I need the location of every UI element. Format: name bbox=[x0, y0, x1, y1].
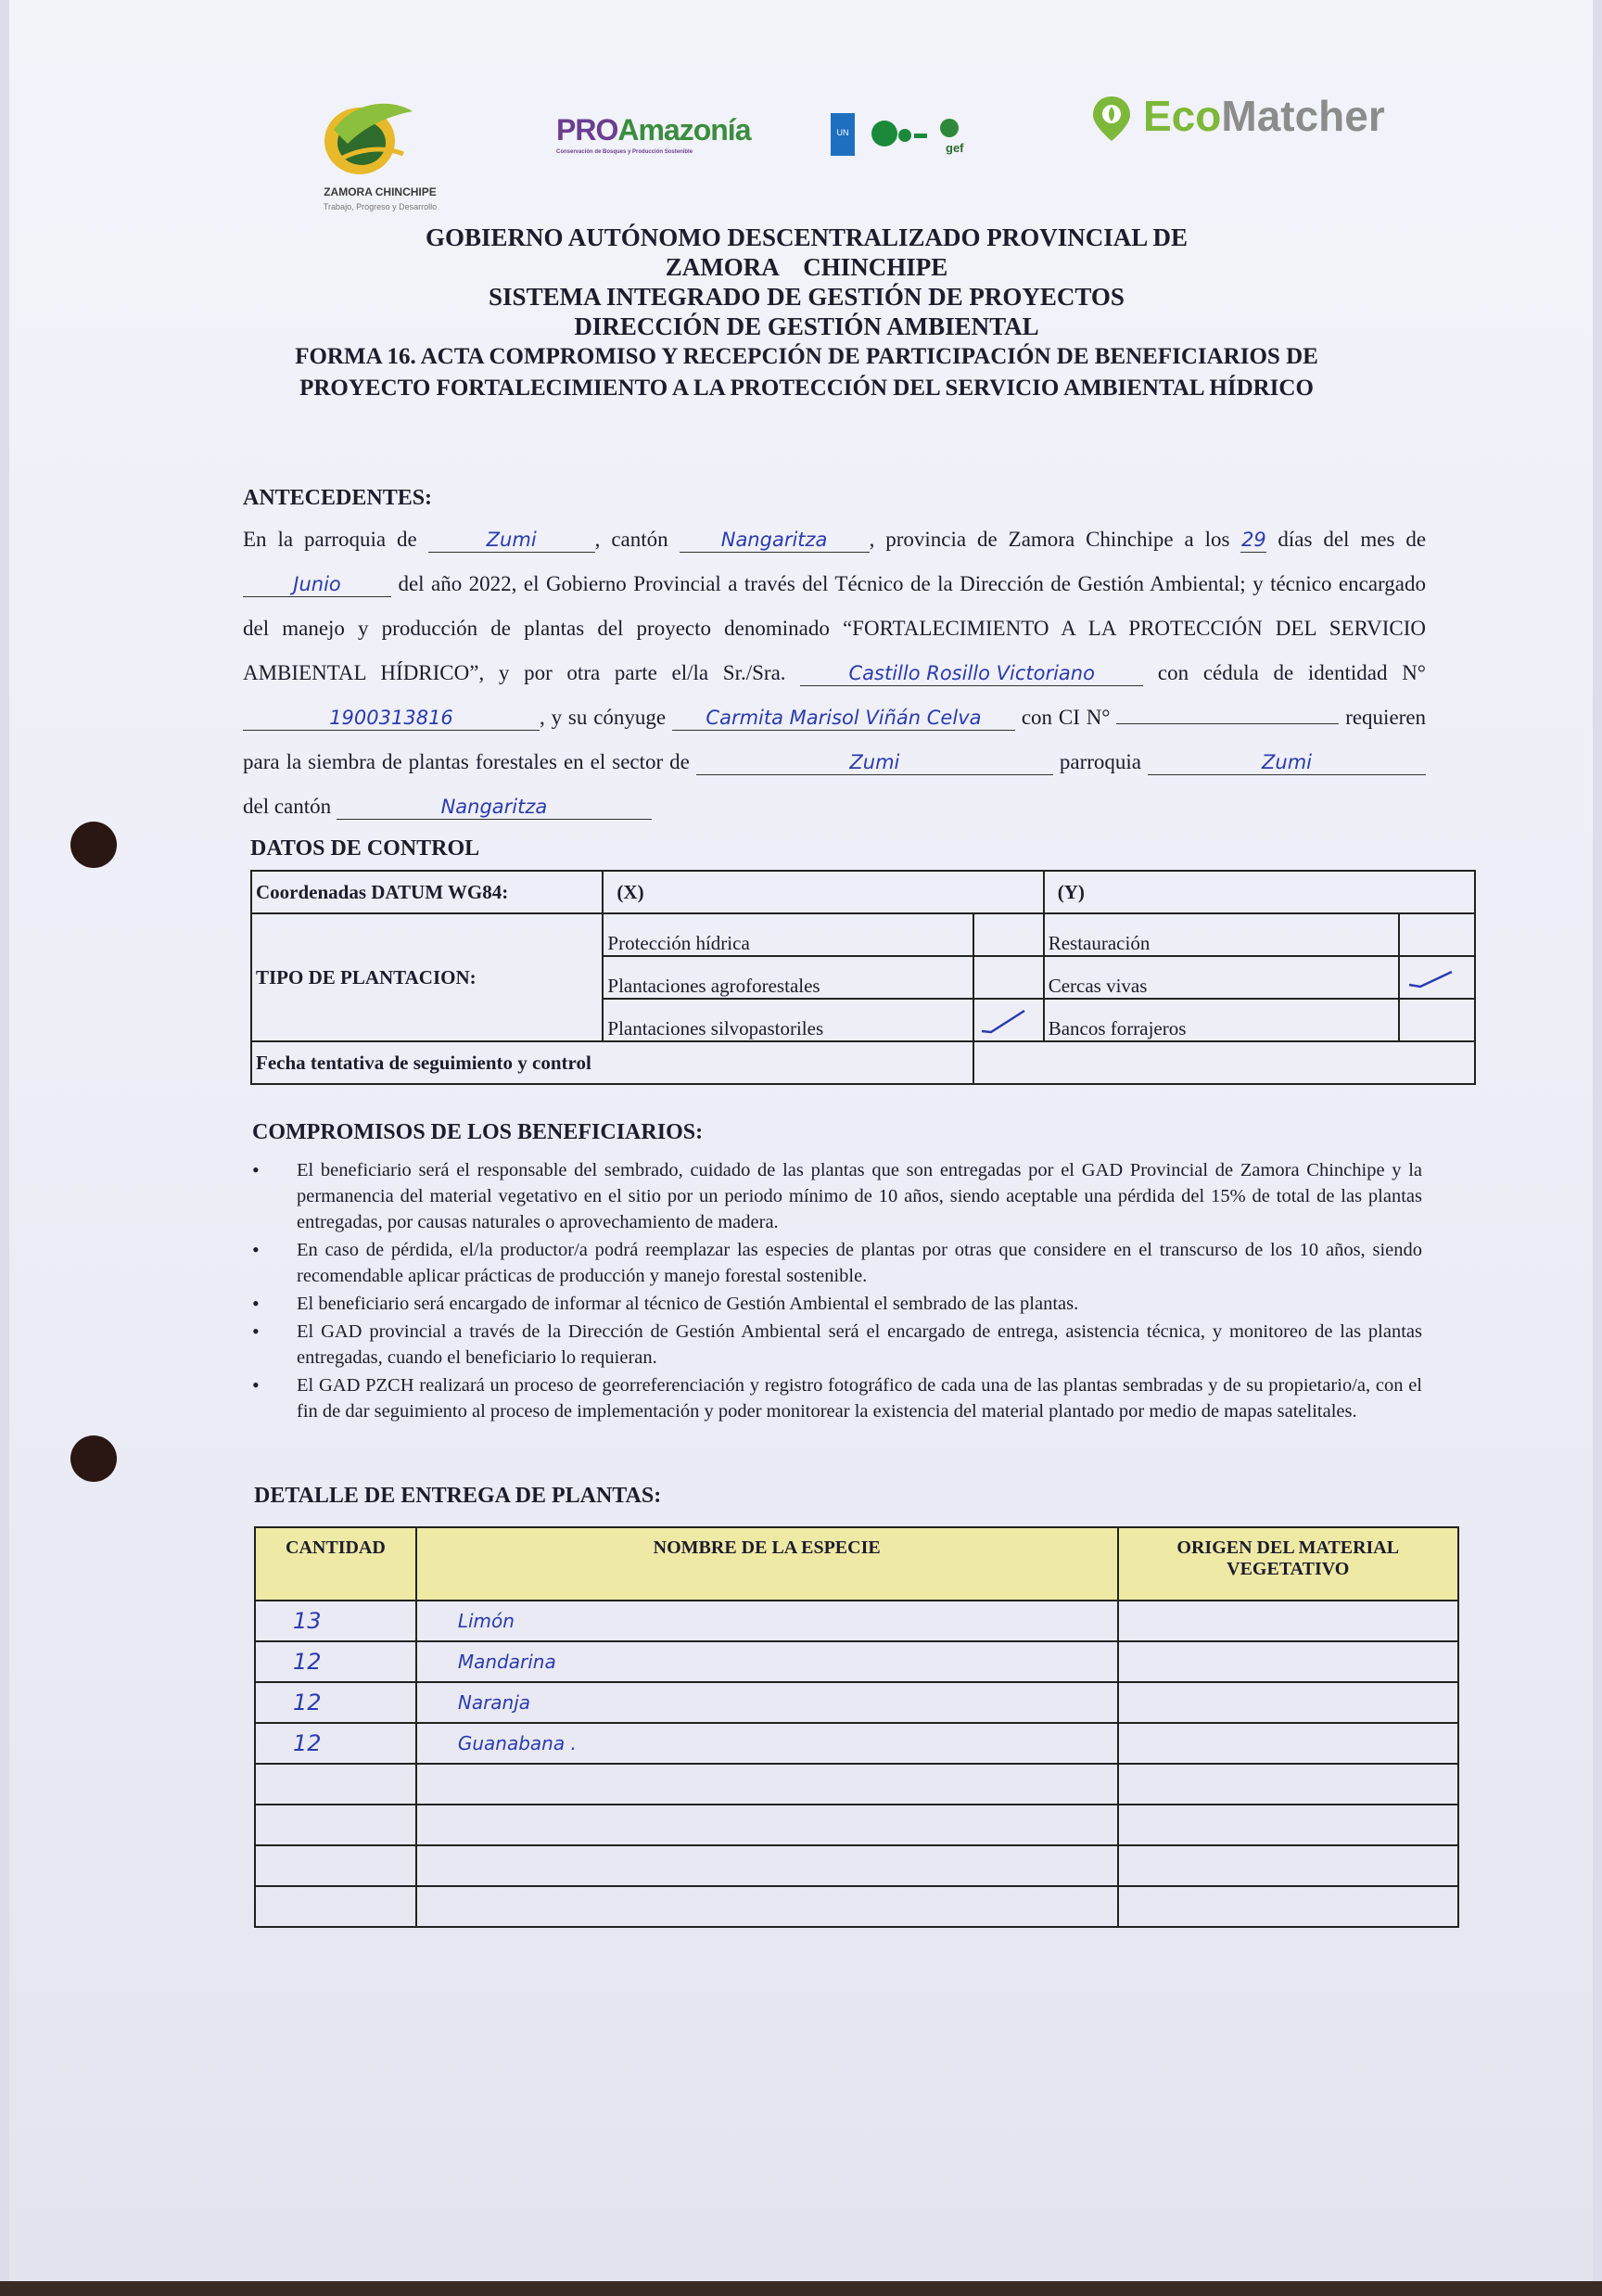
option-bancos-forrajeros: Bancos forrajeros bbox=[1044, 999, 1399, 1041]
detalle-heading: DETALLE DE ENTREGA DE PLANTAS: bbox=[254, 1484, 662, 1508]
text: En la parroquia de bbox=[243, 528, 417, 551]
title-line: GOBIERNO AUTÓNOMO DESCENTRALIZADO PROVINCIAL DE bbox=[425, 223, 1189, 251]
canton-field[interactable]: Nangaritza bbox=[680, 528, 870, 553]
table-row bbox=[255, 1682, 1458, 1723]
sector-field[interactable]: Zumi bbox=[696, 750, 1053, 775]
cantidad-cell[interactable] bbox=[255, 1886, 416, 1927]
fecha-label: Fecha tentativa de seguimiento y control bbox=[251, 1041, 973, 1084]
checkmark-icon bbox=[978, 1007, 1034, 1035]
cantidad-cell[interactable] bbox=[255, 1764, 416, 1805]
mes-field[interactable]: Junio bbox=[243, 572, 391, 597]
especie-cell[interactable] bbox=[416, 1886, 1118, 1927]
zamora-logo-caption: ZAMORA CHINCHIPE bbox=[324, 185, 437, 198]
coord-label: Coordenadas DATUM WG84: bbox=[251, 871, 603, 913]
ecomatcher-brand-rest: Matcher bbox=[1221, 92, 1385, 140]
cantidad-cell[interactable] bbox=[255, 1845, 416, 1886]
column-header: ORIGEN DEL MATERIAL VEGETATIVO bbox=[1118, 1527, 1458, 1601]
checkbox-restauracion[interactable] bbox=[1399, 913, 1475, 956]
text: con CI N° bbox=[1021, 706, 1111, 729]
ci-conyuge-field[interactable] bbox=[1116, 723, 1339, 724]
form-title-line: FORMA 16. ACTA COMPROMISO Y RECEPCIÓN DE PARTICIPACIÓN DE BENEFICIARIOS DE bbox=[295, 344, 1318, 369]
plants-table bbox=[254, 1526, 1459, 1928]
origen-cell[interactable] bbox=[1118, 1845, 1458, 1886]
option-restauracion: Restauración bbox=[1044, 913, 1399, 956]
especie-cell[interactable]: Guanabana . bbox=[416, 1723, 1118, 1764]
leaf-emblem-icon bbox=[315, 93, 417, 181]
undp-gef-logos-icon bbox=[831, 108, 979, 172]
document-title bbox=[185, 223, 1428, 404]
parroquia2-field[interactable]: Zumi bbox=[1148, 750, 1426, 775]
text: requieren para la siembra de plantas forestales en el sector de bbox=[243, 706, 1427, 773]
title-line: SISTEMA INTEGRADO DE GESTIÓN DE PROYECTOS bbox=[489, 283, 1125, 311]
cantidad-cell[interactable] bbox=[255, 1805, 416, 1845]
page-edge bbox=[0, 2281, 1602, 2296]
x-coord-cell[interactable]: (X) bbox=[603, 871, 1043, 913]
compromiso-item: • El beneficiario será el responsable del sembrado, cuidado de las plantas que son entregadas por el GAD Provincial de Zamora Chinchipe y la permanencia del material vegetativo en el sitio por un periodo mínimo de 10 años, siendo aceptable una pérdida del 15% de total de las plantas entregadas, por causas naturales o aprovechamiento de madera. bbox=[297, 1157, 1422, 1235]
column-header: CANTIDAD bbox=[255, 1527, 416, 1601]
text: con cédula de identidad N° bbox=[1157, 661, 1426, 684]
text: del cantón bbox=[243, 795, 332, 818]
proamazonia-logo bbox=[556, 113, 797, 169]
table-row bbox=[255, 1723, 1458, 1764]
origen-cell[interactable] bbox=[1118, 1723, 1458, 1764]
compromisos-list bbox=[297, 1157, 1422, 1426]
canton2-field[interactable]: Nangaritza bbox=[337, 795, 652, 820]
especie-cell[interactable] bbox=[416, 1764, 1118, 1805]
title-line: DIRECCIÓN DE GESTIÓN AMBIENTAL bbox=[574, 313, 1039, 340]
punch-hole bbox=[70, 1435, 117, 1482]
form-title-line: PROYECTO FORTALECIMIENTO A LA PROTECCIÓN DEL SERVICIO AMBIENTAL HÍDRICO bbox=[299, 376, 1314, 401]
antecedentes-heading: ANTECEDENTES: bbox=[243, 486, 433, 510]
partner-logos bbox=[831, 108, 979, 172]
especie-cell[interactable] bbox=[416, 1845, 1118, 1886]
especie-cell[interactable] bbox=[416, 1805, 1118, 1845]
option-cercas-vivas: Cercas vivas bbox=[1044, 956, 1399, 999]
parroquia-field[interactable]: Zumi bbox=[428, 528, 595, 553]
option-silvopastoriles: Plantaciones silvopastoriles bbox=[603, 999, 973, 1041]
checkbox-bancos-forrajeros[interactable] bbox=[1399, 999, 1475, 1041]
table-row bbox=[255, 1641, 1458, 1682]
table-row bbox=[255, 1764, 1458, 1805]
tipo-label: TIPO DE PLANTACION: bbox=[251, 913, 603, 1041]
proamazonia-tagline: Conservación de Bosques y Producción Sostenible bbox=[556, 149, 693, 155]
proamazonia-brand-rest: Amazonía bbox=[617, 113, 751, 147]
compromiso-item: • En caso de pérdida, el/la productor/a podrá reemplazar las especies de plantas por otras que considere en el transcurso de los 10 años, siendo recomendable aplicar prácticas de producción y manejo forestal sostenible. bbox=[297, 1237, 1422, 1289]
origen-cell[interactable] bbox=[1118, 1601, 1458, 1641]
compromiso-item: • El beneficiario será encargado de informar al técnico de Gestión Ambiental el sembrado de las plantas. bbox=[297, 1291, 1422, 1317]
origen-cell[interactable] bbox=[1118, 1641, 1458, 1682]
title-line: ZAMORA CHINCHIPE bbox=[665, 253, 948, 281]
fecha-field[interactable] bbox=[973, 1041, 1475, 1084]
dia-field[interactable]: 29 bbox=[1241, 529, 1266, 551]
compromiso-item: • El GAD PZCH realizará un proceso de georreferenciación y registro fotográfico de cada una de las plantas sembradas y de su propietario/a, con el fin de dar seguimiento al proceso de implementación y poder monitorear la existencia del material plantado por medio de mapas satelitales. bbox=[297, 1372, 1422, 1424]
checkmark-icon bbox=[1404, 964, 1459, 992]
option-agroforestales: Plantaciones agroforestales bbox=[603, 956, 973, 999]
ecomatcher-pin-icon bbox=[1089, 95, 1134, 143]
ecomatcher-brand-eco: Eco bbox=[1143, 92, 1222, 140]
checkbox-proteccion[interactable] bbox=[973, 913, 1044, 956]
cedula-field[interactable]: 1900313816 bbox=[243, 706, 540, 731]
column-header: NOMBRE DE LA ESPECIE bbox=[416, 1527, 1118, 1601]
cantidad-cell[interactable]: 13 bbox=[255, 1601, 416, 1641]
text: , cantón bbox=[594, 528, 668, 551]
text: del año 2022, el Gobierno Provincial a través del Técnico de la Dirección de Gestión Ambiental; y técnico encargado del manejo y producción de plantas del proyecto denominado “FORTALECIMIENTO A LA PROTECCIÓN DEL SERVICIO AMBIENTAL HÍDRICO”, y por otra parte el/la Sr./Sra. bbox=[243, 572, 1427, 684]
table-row bbox=[255, 1601, 1458, 1641]
ecomatcher-logo bbox=[1089, 91, 1432, 147]
proamazonia-brand-pro: PRO bbox=[556, 113, 618, 147]
table-row bbox=[255, 1805, 1458, 1845]
origen-cell[interactable] bbox=[1118, 1805, 1458, 1845]
cantidad-cell[interactable]: 12 bbox=[255, 1723, 416, 1764]
table-row bbox=[255, 1845, 1458, 1886]
origen-cell[interactable] bbox=[1118, 1764, 1458, 1805]
punch-hole bbox=[70, 822, 117, 868]
cantidad-cell[interactable]: 12 bbox=[255, 1682, 416, 1723]
text: , y su cónyuge bbox=[540, 706, 667, 729]
antecedentes-paragraph bbox=[243, 517, 1426, 829]
especie-cell[interactable]: Naranja bbox=[416, 1682, 1118, 1723]
beneficiario-field[interactable]: Castillo Rosillo Victoriano bbox=[800, 661, 1143, 686]
gef-label: gef bbox=[946, 141, 964, 155]
checkbox-silvopastoriles[interactable] bbox=[973, 999, 1044, 1041]
checkbox-cercas-vivas[interactable] bbox=[1399, 956, 1475, 999]
compromisos-heading: COMPROMISOS DE LOS BENEFICIARIOS: bbox=[252, 1120, 704, 1144]
table-row bbox=[255, 1886, 1458, 1927]
origen-cell[interactable] bbox=[1118, 1886, 1458, 1927]
option-proteccion: Protección hídrica bbox=[603, 913, 973, 956]
zamora-chinchipe-logo bbox=[306, 93, 454, 223]
zamora-logo-tagline: Trabajo, Progreso y Desarrollo bbox=[323, 202, 438, 211]
control-table bbox=[250, 870, 1476, 1085]
conyuge-field[interactable]: Carmita Marisol Viñán Celva bbox=[672, 706, 1015, 731]
control-heading: DATOS DE CONTROL bbox=[250, 836, 480, 861]
text: días del mes de bbox=[1278, 528, 1427, 551]
text: parroquia bbox=[1059, 750, 1142, 773]
especie-cell[interactable]: Mandarina bbox=[416, 1641, 1118, 1682]
y-coord-cell[interactable]: (Y) bbox=[1044, 871, 1475, 913]
svg-text:UN: UN bbox=[836, 128, 849, 137]
text: , provincia de Zamora Chinchipe a los bbox=[869, 528, 1230, 551]
checkbox-agroforestales[interactable] bbox=[973, 956, 1044, 999]
cantidad-cell[interactable]: 12 bbox=[255, 1641, 416, 1682]
especie-cell[interactable]: Limón bbox=[416, 1601, 1118, 1641]
compromiso-item: • El GAD provincial a través de la Dirección de Gestión Ambiental será el encargado de entrega, asistencia técnica, y monitoreo de las plantas entregadas, cuando el beneficiario lo requieran. bbox=[297, 1319, 1422, 1371]
origen-cell[interactable] bbox=[1118, 1682, 1458, 1723]
